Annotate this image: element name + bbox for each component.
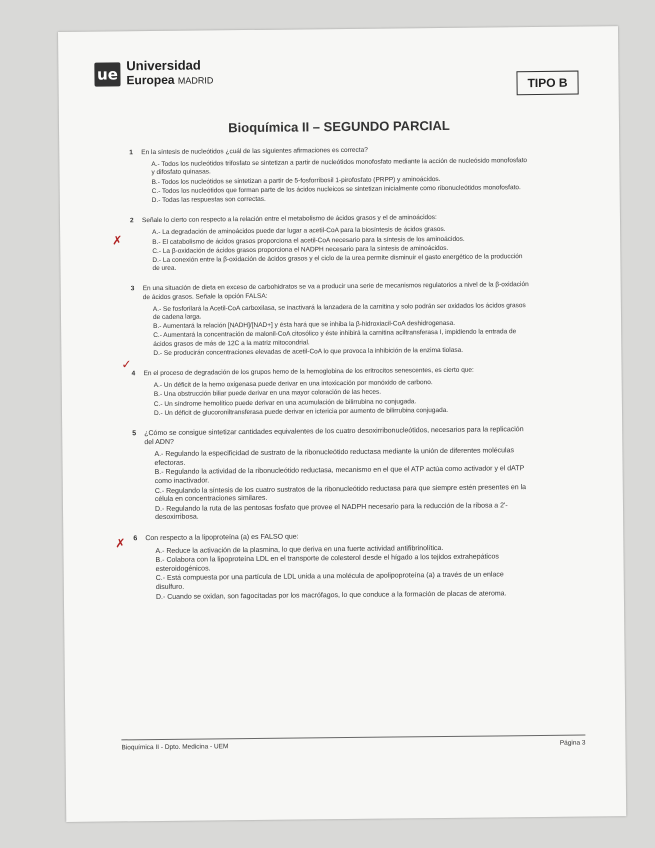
option: C.- Un síndrome hemolítico puede derivar en una acumulación de bilirrubina no conjugada. <box>153 397 417 408</box>
option: B.- Regulando la actividad de la ribonucleótido reductasa, mecanismo en el que el ATP actúa como activador y el dATP como inactivador. <box>154 465 525 486</box>
option: A.- Regulando la especificidad de sustrato de la ribonucleótido reductasa mediante la unión de diferentes moléculas efectoras. <box>154 447 515 467</box>
option: D.- Cuando se oxidan, son fagocitadas por los macrófagos, lo que conduce a la formación de placas de ateroma. <box>155 589 507 601</box>
option: D.- Un déficit de glucoroniltransferasa puede derivar en ictericia por aumento de bilirrubina conjugada. <box>153 406 449 417</box>
option: A.- Todos los nucleótidos trifosfato se sintetizan a partir de nucleótidos monofosfato mediante la acción de nucleósido monofosfato y difosfato quinasas. <box>151 157 528 177</box>
option: A.- Un déficit de la hemo oxigenasa puede derivar en una intoxicación por monóxido de carbono. <box>153 379 433 390</box>
question: 4 En el proceso de degradación de los grupos hemo de la hemoglobina de los eritrocitos senescentes, es cierto que: A.- Un déficit de la hemo oxigenasa puede derivar en una intoxicación por monóxido de carbono. B.- Una obstrucción biliar puede derivar en una mayor coloración de las heces. C.- Un síndrome hemolítico puede derivar en una acumulación de bilirrubina no conjugada. D.- Un déficit de glucoroniltransferasa puede derivar en ictericia por aumento de bilirrubina conjugada. <box>132 366 532 418</box>
exam-type-box: TIPO B <box>516 71 578 96</box>
footer-page: Página 3 <box>559 739 586 747</box>
option: B.- Una obstrucción biliar puede derivar en una mayor coloración de las heces. <box>153 389 382 399</box>
option: B.- Colabora con la lipoproteína LDL en el transporte de colesterol desde el hígado a los tejidos extrahepáticos esteroidogénicos. <box>155 553 499 573</box>
cross-mark-icon: ✗ <box>112 233 123 248</box>
logo-line1: Universidad <box>126 57 201 74</box>
questions-list <box>129 145 534 614</box>
question: 5 ¿Cómo se consigue sintetizar cantidades equivalentes de los cuatro desoxirribonucleótidos, necesarios para la replicación del ADN? A.- Regulando la especificidad de sustrato de la ribonucleótido reductasa mediante la unión de diferentes moléculas efectoras. B.- Regulando la actividad de la ribonucleótido reductasa, mecanismo en el que el ATP actúa como activador y el dATP como inactivador. C.- Regulando la síntesis de los cuatro sustratos de la ribonucleótido reductasa para que siempre estén presentes en la célula en concentraciones similares. D.- Regulando la ruta de las pentosas fosfato que provee el NADPH necesario para la reducción de la ribosa a 2'-desoxirribosa. <box>132 426 533 523</box>
option: D.- Se producirán concentraciones elevadas de acetil-CoA lo que provoca la inhibición de la enzima tiolasa. <box>153 346 464 357</box>
page-footer <box>121 735 585 752</box>
question: 1 En la síntesis de nucleótidos ¿cuál de las siguientes afirmaciones es correcta? A.- Todos los nucleótidos trifosfato se sintetizan a partir de nucleótidos monofosfato mediante la acción de nucleósido monofosfato y difosfato quinasas. B.- Todos los nucleótidos se sintetizan a partir de 5-fosforribosil 1-pirofosfato (PRPP) y aminoácidos. C.- Todos los nucleótidos que forman parte de los ácidos nucleicos se sintetizan inicialmente como ribonucleótidos monofosfato. D.- Todas las respuestas son correctas. <box>129 145 530 205</box>
exam-page <box>58 26 626 822</box>
option: D.- Todas las respuestas son correctas. <box>151 195 266 205</box>
question: 2 Señale lo cierto con respecto a la relación entre el metabolismo de ácidos grasos y el de aminoácidos: A.- La degradación de aminoácidos puede dar lugar a acetil-CoA para la biosíntesis de ácidos grasos. B.- El catabolismo de ácidos grasos proporciona el acetil-CoA necesario para la síntesis de los aminoácidos. C.- La β-oxidación de ácidos grasos proporciona el NADPH necesario para la síntesis de aminoácidos. D.- La conexión entre la β-oxidación de ácidos grasos y el ciclo de la urea permite disminuir el gasto energético de la producción de urea. <box>130 213 531 273</box>
logo-line2: Europea MADRID <box>126 72 214 88</box>
option: C.- Está compuesta por una partícula de LDL unida a una molécula de apolipoproteína (a) a través de un enlace disulfuro. <box>155 571 504 591</box>
option: A.- Reduce la activación de la plasmina, lo que deriva en una fuerte actividad antifibrinolítica. <box>155 544 444 555</box>
option: B.- Todos los nucleótidos se sintetizan a partir de 5-fosforribosil 1-pirofosfato (PRPP) y aminoácidos. <box>151 175 441 186</box>
option: B.- El catabolismo de ácidos grasos proporciona el acetil-CoA necesario para la síntesis de los aminoácidos. <box>152 235 465 246</box>
option: C.- Todos los nucleótidos que forman parte de los ácidos nucleicos se sintetizan inicialmente como ribonucleótidos monofosfato. <box>151 183 521 195</box>
check-mark-icon: ✓ <box>121 357 132 372</box>
option: B.- Aumentará la relación [NADH]/[NAD+] y ésta hará que se inhiba la β-hidroxiacil-CoA deshidrogenasa. <box>153 320 456 331</box>
logo-mark: ue <box>94 62 120 86</box>
question: 6 Con respecto a la lipoproteína (a) es FALSO que: A.- Reduce la activación de la plasmina, lo que deriva en una fuerte actividad antifibrinolítica. B.- Colabora con la lipoproteína LDL en el transporte de colesterol desde el hígado a los tejidos extrahepáticos esteroidogénicos. C.- Está compuesta por una partícula de LDL unida a una molécula de apolipoproteína (a) a través de un enlace disulfuro. D.- Cuando se oxidan, son fagocitadas por los macrófagos, lo que conduce a la formación de placas de ateroma. <box>133 531 534 602</box>
option: A.- Se fosforilará la Acetil-CoA carboxilasa, se inactivará la lanzadera de la carnitina y solo podrán ser oxidados los ácidos grasos de cadena larga. <box>152 301 526 322</box>
exam-title: Bioquímica II – SEGUNDO PARCIAL <box>228 117 450 136</box>
option: D.- La conexión entre la β-oxidación de ácidos grasos y el ciclo de la urea permite disminuir el gasto energético de la producción de urea. <box>152 253 523 273</box>
option: A.- La degradación de aminoácidos puede dar lugar a acetil-CoA para la biosíntesis de ácidos grasos. <box>152 226 446 237</box>
footer-left: Bioquímica II - Dpto. Medicina - UEM <box>121 743 229 752</box>
question: 3 En una situación de dieta en exceso de carbohidratos se va a producir una serie de mecanismos regulatorios a nivel de la β-oxidación de ácidos grasos. Señale la opción FALSA: A.- Se fosforilará la Acetil-CoA carboxilasa, se inactivará la lanzadera de la carnitina y solo podrán ser oxidados los ácidos grasos de cadena larga. B.- Aumentará la relación [NADH]/[NAD+] y ésta hará que se inhiba la β-hidroxiacil-CoA deshidrogenasa. C.- Aumentará la concentración de malonil-CoA citosólico y éste inhibirá la carnitina aciltransferasa I, impidiendo la entrada de ácidos grasos de más de 12C a la matriz mitocondrial. D.- Se producirán concentraciones elevadas de acetil-CoA lo que provoca la inhibición de la enzima tiolasa. <box>131 282 532 359</box>
option: C.- Aumentará la concentración de malonil-CoA citosólico y éste inhibirá la carnitina aciltransferasa I, impidiendo la entrada de ácidos grasos de más de 12C a la matriz mitocondrial. <box>153 328 517 348</box>
university-logo <box>94 58 213 88</box>
option: C.- Regulando la síntesis de los cuatro sustratos de la ribonucleótido reductasa para que siempre estén presentes en la célula en concentraciones similares. <box>154 483 527 504</box>
cross-mark-icon: ✗ <box>115 536 126 551</box>
option: D.- Regulando la ruta de las pentosas fosfato que provee el NADPH necesario para la reducción de la ribosa a 2'-desoxirribosa. <box>154 502 508 522</box>
option: C.- La β-oxidación de ácidos grasos proporciona el NADPH necesario para la síntesis de aminoácidos. <box>152 244 449 255</box>
